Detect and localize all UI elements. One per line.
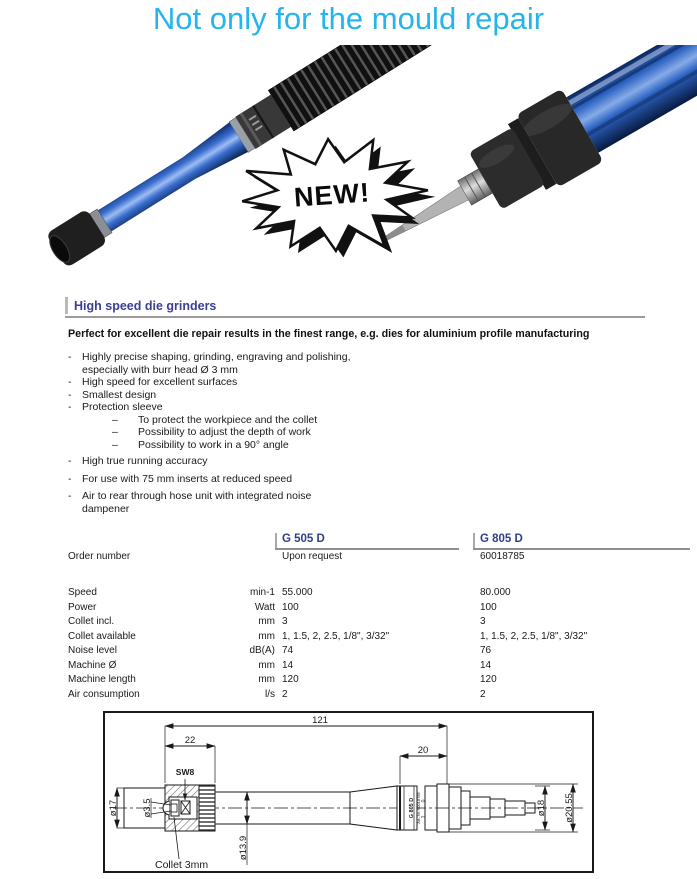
table-row: Noise level dB(A) 74 76 — [68, 645, 492, 656]
model-g505: G 505 D — [282, 533, 325, 545]
table-row: Collet available mm 1, 1.5, 2, 2.5, 1/8", 3/32" 1, 1.5, 2, 2.5, 1/8", 3/32" — [68, 630, 588, 642]
section-heading — [65, 297, 216, 314]
dim-22-label: 22 — [184, 735, 196, 746]
list-item: - Air to rear through hose unit with integrated noise dampener — [68, 490, 312, 515]
table-row: Speed min-1 55.000 80.000 — [68, 587, 511, 598]
technical-drawing — [103, 711, 594, 873]
engraving-model: G 805 D — [409, 797, 415, 819]
mark-one: 1 — [421, 815, 427, 819]
sub-list-item: – To protect the workpiece and the collet — [112, 413, 318, 426]
dimension-overall-length — [165, 726, 447, 784]
order-g805: 60018785 — [480, 551, 525, 562]
mark-zero: 0 — [421, 799, 427, 803]
table-row: Air consumption l/s 2 2 — [68, 688, 486, 700]
sub-list-item: – Possibility to work in a 90° angle — [112, 438, 289, 451]
list-item: - For use with 75 mm inserts at reduced speed — [68, 472, 293, 485]
dimension-front-length — [165, 746, 215, 783]
table-row: Machine Ø mm 14 14 — [68, 659, 492, 671]
list-item: - Smallest design — [68, 388, 157, 401]
grinder-body-tube — [98, 157, 197, 232]
new-badge — [238, 132, 439, 264]
dia139-label: ø13.9 — [238, 835, 249, 861]
model-g805: G 805 D — [480, 533, 523, 545]
heading-rule — [65, 316, 645, 318]
left-grinder-photo — [41, 45, 459, 273]
engraving-art: Art.-Nr. 60018785 — [416, 792, 421, 824]
heading-accent-bar — [65, 297, 68, 314]
order-label: Order number — [68, 551, 131, 562]
dimension-rear-length — [400, 756, 447, 784]
sub-list-item: – Possibility to adjust the depth of work — [112, 426, 311, 438]
list-item: - High true running accuracy — [68, 455, 208, 467]
sw8-label: SW8 — [175, 767, 195, 777]
model-rule — [473, 548, 690, 550]
collet-label: Collet 3mm — [155, 859, 209, 871]
list-item: - Protection sleeve — [68, 401, 163, 413]
drawing-canvas — [105, 713, 592, 871]
model-header-row — [68, 533, 692, 549]
dia18-label: ø18 — [536, 799, 547, 817]
list-item: - High speed for excellent surfaces — [68, 376, 238, 388]
spec-table — [68, 533, 692, 703]
intro-text: Perfect for excellent die repair results in the finest range, e.g. dies for aluminium profile manufacturing — [68, 328, 590, 340]
list-item: - Highly precise shaping, grinding, engraving and polishing, especially with burr head Ø 3 mm — [68, 351, 351, 376]
table-row: Collet incl. mm 3 3 — [68, 616, 486, 627]
product-photos — [0, 45, 697, 290]
feature-list — [68, 351, 388, 515]
table-row: Power Watt 100 100 — [68, 601, 497, 613]
table-row: Machine length mm 120 120 — [68, 674, 497, 685]
dia2055-label: ø20.55 — [564, 793, 575, 823]
order-g505: Upon request — [282, 551, 343, 562]
dim-121-label: 121 — [312, 715, 328, 726]
model-accent-bar — [275, 533, 277, 548]
new-badge-label: NEW! — [293, 177, 371, 213]
order-number-row — [68, 551, 692, 565]
dim-20-label: 20 — [417, 745, 429, 756]
page-title: Not only for the mould repair — [152, 1, 545, 36]
dia17-label: ø17 — [108, 799, 119, 817]
model-accent-bar — [473, 533, 475, 548]
section-heading-text: High speed die grinders — [74, 298, 217, 313]
air-hose — [268, 45, 459, 131]
spec-rows — [68, 587, 692, 703]
dia35-label: ø3.5 — [142, 798, 153, 818]
model-rule — [275, 548, 459, 550]
